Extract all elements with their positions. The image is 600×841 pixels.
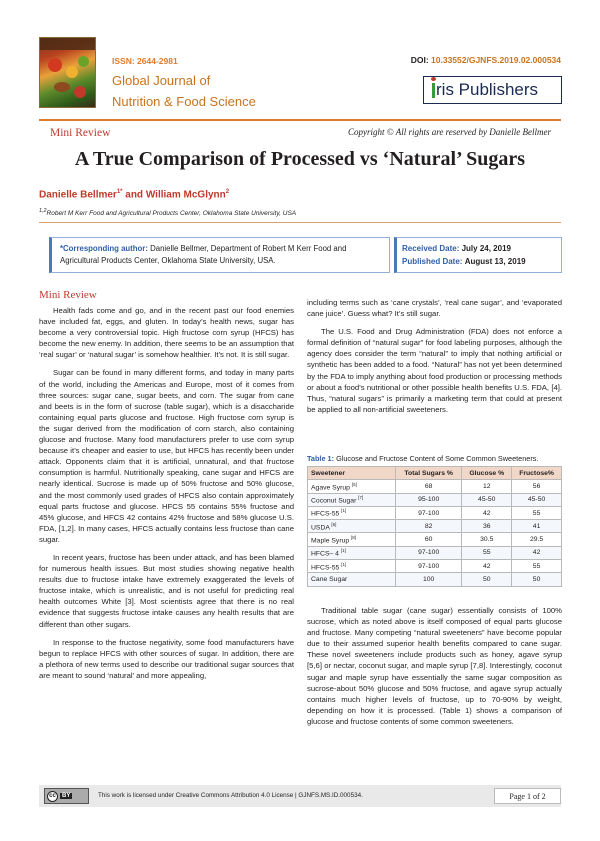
header-divider	[39, 119, 561, 121]
table-row	[308, 533, 562, 546]
author-1-sup: 1*	[116, 189, 123, 195]
published-date-value: August 13, 2019	[464, 257, 526, 266]
table-cell: 50	[462, 573, 512, 586]
table-cell	[308, 520, 396, 533]
author-2: William McGlynn	[145, 189, 226, 201]
table-row	[308, 546, 562, 559]
journal-name-line2: Nutrition & Food Science	[112, 94, 256, 109]
table-cell: 30.5	[462, 533, 512, 546]
table-cell	[308, 533, 396, 546]
right-column-top	[307, 297, 562, 422]
creative-commons-badge[interactable]	[44, 788, 89, 804]
sweetener-name: HFCS-55	[311, 563, 340, 571]
article-type: Mini Review	[50, 127, 111, 139]
table-ref: [8]	[351, 535, 357, 540]
sweetener-name: Agave Syrup	[311, 484, 350, 492]
iris-publishers-logo[interactable]	[423, 76, 562, 104]
affiliation-divider	[39, 222, 561, 223]
table-cell: 29.5	[512, 533, 562, 546]
table-ref: [1]	[341, 561, 347, 567]
right-column-bottom	[307, 605, 562, 734]
paragraph: Traditional table sugar (cane sugar) essentially consists of 100% sucrose, which as noted above is itself composed of equal parts glucose and fructose. Many competing “natural sweeteners” have become popular due to their assumed superior health benefits compared to cane sugar. These novel sweeteners include products such as honey, agave syrup [5,6] or nectar, coconut sugar, and maple syrup [7,8]. Interestingly, coconut sugar and maple syrup have essentially the same sugar composition as sucrose-about 50% glucose and 50% fructose, and agave syrup actually contains much higher levels of fructose, up to 70-90% by weight, depending on how it is processed. (Table 1) shows a comparison of glucose and fructose contents of some common sweeteners.	[307, 606, 562, 726]
table-cell: 42	[462, 506, 512, 519]
table-cell: 97-100	[396, 546, 462, 559]
table-cell: 42	[462, 560, 512, 573]
published-date-label: Published Date:	[402, 257, 463, 266]
table-caption-text: Glucose and Fructose Content of Some Common Sweeteners.	[334, 454, 539, 463]
table-header: Fructose%	[512, 467, 562, 480]
paragraph: The U.S. Food and Drug Administration (FDA) does not enforce a formal definition of “natural sugar” for food labeling purposes, although the agency does consider the term “natural” to imply that nothing artificial or synthetic has been added to a food. “Natural” has not yet been determined by the FDA to imply anything about food production or processing methods or about a food’s nutritional or other possible health benefits U.S. FDA, [4]. Thus, “natural sugars” is primarily a marketing term that could at present be applied to all non-artificial sweeteners.	[307, 327, 562, 414]
table-cell: 55	[512, 506, 562, 519]
table-cell: 41	[512, 520, 562, 533]
table-cell: 82	[396, 520, 462, 533]
sweetener-name: HFCS-55	[311, 510, 340, 518]
table-cell: 45-50	[512, 493, 562, 506]
cc-by-icon: BY	[62, 793, 71, 799]
table-cell: 50	[512, 573, 562, 586]
author-2-sup: 2	[225, 189, 230, 195]
paragraph: In response to the fructose negativity, some food manufacturers have begun to replace HFCS with other sources of sugar. In addition, there are a plethora of new terms used to describe our traditional sugar sources that are meant to sound ‘natural’ and more appealing,	[39, 637, 294, 680]
table-caption-label: Table 1:	[307, 454, 335, 463]
cc-icon: cc	[47, 791, 58, 802]
sweetener-name: USDA	[311, 523, 330, 531]
table-ref: [6]	[331, 521, 337, 527]
sweetener-name: Cane Sugar	[311, 576, 348, 584]
table-cell: 68	[396, 480, 462, 493]
table-cell: 12	[462, 480, 512, 493]
journal-name	[112, 70, 256, 112]
table-cell: 42	[512, 546, 562, 559]
corresponding-author-box	[49, 237, 390, 273]
table-cell: 95-100	[396, 493, 462, 506]
sweetener-name: Coconut Sugar	[311, 497, 357, 505]
table-cell	[308, 493, 396, 506]
paragraph: Health fads come and go, and in the recent past our food enemies have included fat, eggs, and gluten. In today’s health news, sugar has become a very controversial topic. High fructose corn syrup (HFCS) has become the new enemy. In addition, there seems to be an assumption that ‘real sugar’ or ‘natural sugar’ is somehow healthier. It’s not. It is still sugar.	[39, 306, 294, 360]
table-header: Total Sugars %	[396, 467, 462, 480]
journal-name-line1: Global Journal of	[112, 73, 211, 88]
table-row	[308, 493, 562, 506]
table-row	[308, 480, 562, 493]
table-ref: [1]	[340, 548, 346, 554]
table-row	[308, 506, 562, 519]
table-cell	[308, 573, 396, 586]
license-text: This work is licensed under Creative Commons Attribution 4.0 License | GJNFS.MS.ID.000534.	[98, 792, 363, 799]
received-date-label: Received Date:	[402, 244, 460, 253]
received-date-row	[402, 242, 556, 255]
logo-text: ris Publishers	[436, 80, 539, 99]
corresponding-author-label: *Corresponding author:	[60, 244, 148, 253]
dates-box	[394, 237, 562, 273]
doi-label: DOI:	[410, 55, 429, 65]
table-cell: 36	[462, 520, 512, 533]
corresponding-author-text: Danielle Bellmer, Department of Robert M Kerr Food and Agricultural Products Center, Oklahoma State University, USA.	[60, 244, 347, 265]
table-cell: 60	[396, 533, 462, 546]
doi	[411, 55, 561, 65]
paragraph: In recent years, fructose has been under attack, and has been blamed for numerous health issues. But most studies showing negative health results due to fructose intake have extremely exaggerated the levels of fructose intake, which is unrealistic, and is not useful for predicting real health outcomes White [3]. Most scientists agree that there is no real evidence that suggests fructose intake causes any health results that are different than other sugars.	[39, 552, 294, 629]
table-cell	[308, 480, 396, 493]
table-header: Sweetener	[308, 467, 396, 480]
section-heading: Mini Review	[39, 289, 97, 301]
affiliation-sup: 1,2	[39, 208, 47, 214]
table-row	[308, 520, 562, 533]
table-caption	[307, 454, 538, 463]
author-1: Danielle Bellmer	[39, 189, 117, 201]
sweetener-table	[307, 466, 562, 587]
table-header: Glucose %	[462, 467, 512, 480]
table-cell: 97-100	[396, 560, 462, 573]
table-row	[308, 573, 562, 586]
table-cell	[308, 506, 396, 519]
doi-link[interactable]: 10.33552/GJNFS.2019.02.000534	[431, 55, 561, 65]
article-title: A True Comparison of Processed vs ‘Natural’ Sugars	[74, 148, 526, 170]
author-connector: and	[122, 189, 146, 201]
table-ref: [1]	[341, 508, 347, 514]
page-number: Page 1 of 2	[494, 788, 561, 804]
received-date-value: July 24, 2019	[461, 244, 511, 253]
left-column	[39, 305, 294, 688]
table-ref: [7]	[358, 495, 364, 501]
table-cell: 55	[462, 546, 512, 559]
table-cell	[308, 546, 396, 559]
journal-cover-image	[39, 37, 96, 108]
table-header-row	[308, 467, 562, 480]
author-line	[39, 189, 229, 200]
table-cell: 97-100	[396, 506, 462, 519]
logo-i-icon	[432, 83, 435, 98]
table-cell: 55	[512, 560, 562, 573]
table-cell: 56	[512, 480, 562, 493]
affiliation-text: Robert M Kerr Food and Agricultural Products Center, Oklahoma State University, USA	[46, 210, 297, 218]
table-cell: 100	[396, 573, 462, 586]
paragraph: including terms such as ‘cane crystals’, ‘real cane sugar’, and ‘evaporated cane juice’. Guess what? It’s still sugar.	[307, 298, 562, 319]
table-row	[308, 560, 562, 573]
issn: ISSN: 2644-2981	[112, 56, 178, 66]
published-date-row	[402, 255, 556, 268]
table-cell	[308, 560, 396, 573]
affiliation	[39, 208, 296, 217]
copyright-notice: Copyright © All rights are reserved by Danielle Bellmer	[348, 127, 551, 137]
table-ref: [5]	[351, 481, 357, 487]
sweetener-name: HFCS– 4	[311, 550, 339, 558]
paragraph: Sugar can be found in many different forms, and today in many parts of the world, including the Americas and Europe, most of it comes from three sources: sugar cane, sugar beets, and corn. The sugar from cane and beets is in the form of sucrose (table sugar), which is a disaccharide containing equal parts glucose and fructose. High fructose corn syrup is the sugar derived from the modification of corn starch, also containing glucose and fructose. Many food manufacturers prefer to use corn syrup because it’s cheaper and easier to use, but HFCS has recently been under attack. Opponents claim that it is artificial, unnatural, and that fructose consumption is harmful. Nutritionally speaking, cane sugar and HFCS are nearly identical. Sucrose is made up of 50% fructose and 50% glucose, and the most commonly used grades of HFCS also contain approximately equal parts fructose and glucose. HFCS 55 contains 55% fructose and 45% glucose, and HFCS 42 contains 42% fructose and 58% glucose U.S. FDA, [1,2]. In many cases, HFCS actually contains less fructose than cane sugar.	[39, 368, 294, 544]
table-cell: 45-50	[462, 493, 512, 506]
sweetener-name: Maple Syrup	[311, 537, 350, 545]
